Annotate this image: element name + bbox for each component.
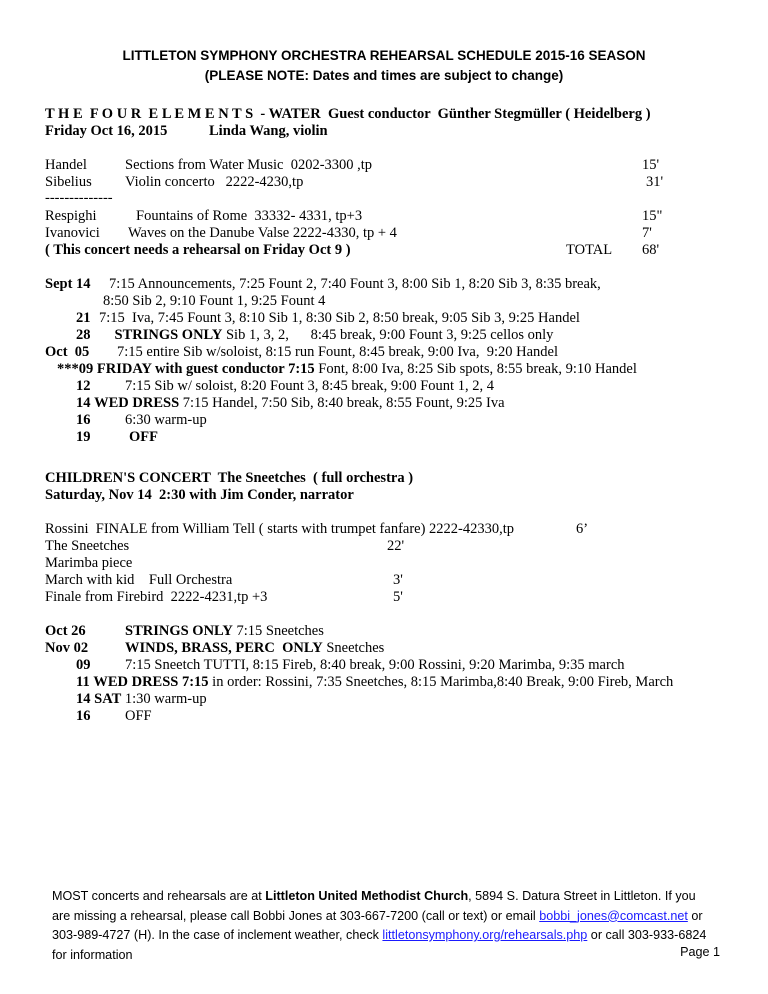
schedule-text: 7:15 Sib w/ soloist, 8:20 Fount 3, 8:45 break, 9:00 Fount 1, 2, 4 (125, 378, 494, 394)
schedule-date: Oct 26 (45, 623, 86, 639)
schedule-date: 09 (76, 657, 91, 673)
program-time: 6’ (576, 521, 589, 537)
schedule-date: 14 (76, 691, 91, 707)
schedule-text: in order: Rossini, 7:35 Sneetches, 8:15 Marimba,8:40 Break, 9:00 Fireb, March (208, 674, 674, 690)
concert1-date: Friday Oct 16, 2015 (45, 123, 168, 139)
schedule-emphasis: WINDS, BRASS, PERC ONLY (125, 640, 323, 656)
email-link[interactable]: bobbi_jones@comcast.net (539, 908, 688, 923)
schedule-emphasis: STRINGS ONLY (125, 623, 233, 639)
schedule-row (76, 327, 553, 344)
page-number: Page 1 (680, 945, 720, 959)
program-work: Fountains of Rome 33332- 4331, tp+3 (136, 208, 363, 224)
schedule-emphasis: STRINGS ONLY (114, 327, 223, 343)
schedule-emphasis: WED DRESS 7:15 (93, 674, 209, 690)
program-work: Rossini FINALE from William Tell ( starts with trumpet fanfare) 2222-42330,tp (45, 521, 515, 537)
program-composer: Sibelius (45, 174, 92, 190)
footer-text: , 5894 S. Datura Street in Littleton. If you are missing a rehearsal, please call Bobbi Jones at 303-667-7200 (call or text) or email (52, 889, 696, 923)
concert2-date: Saturday, Nov 14 2:30 with Jim Conder, narrator (45, 487, 354, 503)
schedule-emphasis: WED DRESS (94, 395, 180, 411)
schedule-date: 19 (76, 429, 91, 445)
program-composer: Handel (45, 157, 87, 173)
schedule-row (125, 623, 324, 640)
total-label: TOTAL (566, 242, 613, 258)
schedule-text: Sib 1, 3, 2, 8:45 break, 9:00 Fount 3, 9:25 cellos only (222, 327, 554, 343)
schedule-text: 7:15 Handel, 7:50 Sib, 8:40 break, 8:55 Fount, 9:25 Iva (179, 395, 505, 411)
schedule-text: 7:15 Sneetches (232, 623, 324, 639)
schedule-date: 16 (76, 708, 91, 724)
program-work: Violin concerto 2222-4230,tp (125, 174, 304, 190)
program-work: The Sneetches (45, 538, 130, 554)
schedule-date: 21 (76, 310, 91, 326)
schedule-text: OFF (125, 708, 152, 724)
program-divider: -------------- (45, 190, 113, 206)
schedule-emphasis: OFF (129, 429, 158, 445)
schedule-date: 16 (76, 412, 91, 428)
schedule-emphasis: SAT (94, 691, 122, 707)
schedule-date: 11 (76, 674, 90, 690)
program-composer: Ivanovici (45, 225, 100, 241)
schedule-emphasis: FRIDAY with guest conductor 7:15 (96, 361, 315, 377)
footer-info (52, 887, 712, 965)
schedule-text: 7:15 Iva, 7:45 Fount 3, 8:10 Sib 1, 8:30 Sib 2, 8:50 break, 9:05 Sib 3, 9:25 Handel (99, 310, 580, 326)
page-title: LITTLETON SYMPHONY ORCHESTRA REHEARSAL SCHEDULE 2015-16 SEASON (122, 48, 646, 63)
schedule-row (76, 691, 207, 708)
program-work: Sections from Water Music 0202-3300 ,tp (125, 157, 373, 173)
program-time: 15" (642, 208, 663, 224)
program-time: 31' (646, 174, 664, 190)
schedule-date: Sept 14 (45, 276, 91, 292)
schedule-text: 6:30 warm-up (125, 412, 207, 428)
venue-name: Littleton United Methodist Church (265, 889, 469, 903)
schedule-date: Nov 02 (45, 640, 89, 656)
program-work: Finale from Firebird 2222-4231,tp +3 (45, 589, 268, 605)
program-time: 3' (393, 572, 403, 588)
schedule-date: 14 (76, 395, 91, 411)
schedule-text: 7:15 Announcements, 7:25 Fount 2, 7:40 Fount 3, 8:00 Sib 1, 8:20 Sib 3, 8:35 break, (109, 276, 601, 292)
program-time: 5' (393, 589, 403, 605)
program-time: 15' (642, 157, 660, 173)
concert2-title: CHILDREN'S CONCERT The Sneetches ( full orchestra ) (45, 470, 414, 486)
schedule-text: Sneetches (322, 640, 385, 656)
program-work: Waves on the Danube Valse 2222-4330, tp + 4 (128, 225, 397, 241)
schedule-date: ***09 (57, 361, 94, 377)
schedule-disclaimer: (PLEASE NOTE: Dates and times are subject to change) (204, 68, 564, 83)
program-work: Marimba piece (45, 555, 133, 571)
schedule-text: 7:15 Sneetch TUTTI, 8:15 Fireb, 8:40 break, 9:00 Rossini, 9:20 Marimba, 9:35 march (125, 657, 625, 673)
schedule-date: Oct 05 (45, 344, 90, 360)
program-composer: Respighi (45, 208, 97, 224)
program-work: March with kid Full Orchestra (45, 572, 233, 588)
rehearsals-link[interactable]: littletonsymphony.org/rehearsals.php (382, 928, 588, 942)
concert1-title: T H E F O U R E L E M E N T S - WATER Guest conductor Günther Stegmüller ( Heidelberg ) (45, 106, 651, 122)
program-time: 22' (387, 538, 405, 554)
program-time: 7' (642, 225, 652, 241)
schedule-row (57, 361, 637, 378)
schedule-row (76, 674, 673, 691)
schedule-text: 7:15 entire Sib w/soloist, 8:15 run Fount, 8:45 break, 9:00 Iva, 9:20 Handel (117, 344, 558, 360)
rehearsal-note: ( This concert needs a rehearsal on Friday Oct 9 ) (45, 242, 351, 258)
schedule-row (125, 640, 384, 657)
schedule-row (76, 395, 505, 412)
concert1-soloist: Linda Wang, violin (209, 123, 328, 139)
footer-text: or call 303-933-6824 for information (52, 928, 707, 962)
footer-text: MOST concerts and rehearsals are at (52, 889, 266, 903)
footer-text: or 303-989-4727 (H). In the case of inclement weather, check (52, 908, 703, 942)
schedule-text: Font, 8:00 Iva, 8:25 Sib spots, 8:55 break, 9:10 Handel (314, 361, 637, 377)
schedule-date: 28 (76, 327, 91, 343)
schedule-text: 8:50 Sib 2, 9:10 Fount 1, 9:25 Fount 4 (103, 293, 326, 309)
schedule-text: 1:30 warm-up (121, 691, 207, 707)
total-time: 68' (642, 242, 660, 258)
schedule-date: 12 (76, 378, 91, 394)
